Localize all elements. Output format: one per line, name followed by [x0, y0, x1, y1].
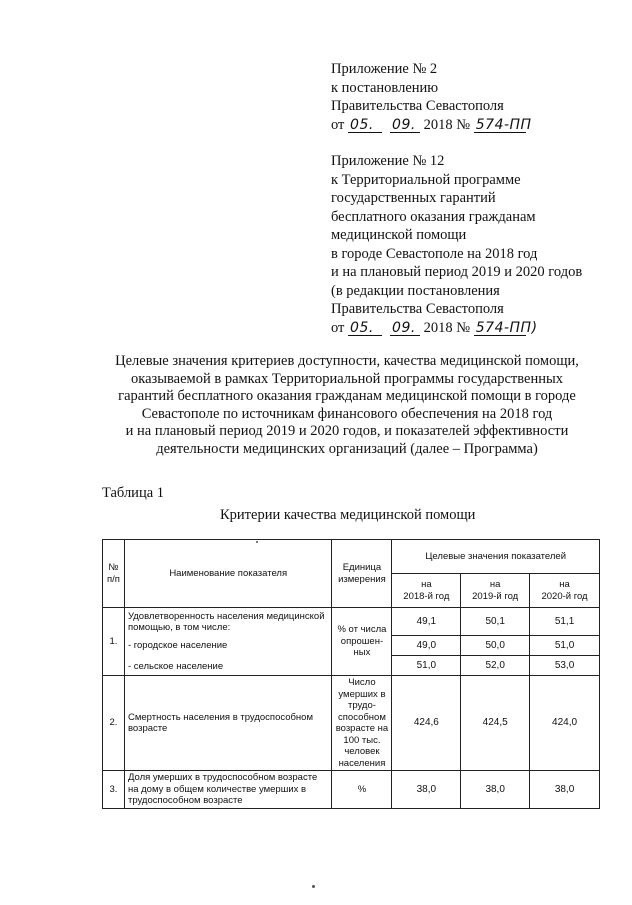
annex2-date-day: 05. [348, 118, 382, 133]
row1-name-main: Удовлетворенность населения медицинской помощью, в том числе: [127, 610, 325, 633]
row3-num: 3. [103, 771, 125, 809]
annex12-block [331, 152, 582, 337]
header-2018: на 2018-й год [392, 574, 461, 608]
criteria-table [102, 539, 600, 809]
annex2-date-year: 2018 № [423, 116, 471, 133]
header-2019: на 2019-й год [461, 574, 530, 608]
header-name: Наименование показателя [124, 540, 332, 608]
row1-name-rural: - сельское население [127, 661, 224, 672]
annex12-date-month: 09. [390, 321, 420, 336]
row1-name-urban: - городское население [127, 639, 228, 651]
row1-total-2018: 49,1 [392, 608, 461, 636]
row1-urban-2020: 51,0 [530, 636, 600, 656]
row2-2019: 424,5 [461, 676, 530, 771]
row3-name: Доля умерших в трудоспособном возрасте на дому в общем количестве умерших в трудоспособном возрасте [124, 771, 332, 809]
row3-2019: 38,0 [461, 771, 530, 809]
row1-rural-2018: 51,0 [392, 656, 461, 676]
header-2020: на 2020-й год [530, 574, 600, 608]
row2-num: 2. [103, 676, 125, 771]
main-title-line: гарантий бесплатного оказания гражданам медицинской помощи в городе [118, 388, 576, 404]
row1-total-2020: 51,1 [530, 608, 600, 636]
row1-name [124, 608, 332, 676]
annex2-line2: к постановлению [331, 79, 439, 96]
annex12-line: (в редакции постановления [331, 282, 500, 299]
annex2-line3: Правительства Севастополя [331, 98, 504, 114]
header-unit: Единица измерения [332, 540, 392, 608]
header-num: № п/п [103, 540, 125, 608]
annex12-line: и на плановый период 2019 и 2020 годов [331, 264, 583, 280]
row1-urban-2018: 49,0 [392, 636, 461, 656]
main-title-line: Севастополе по источникам финансового обеспечения на 2018 год [141, 405, 553, 422]
row2-name: Смертность населения в трудоспособном возрасте [124, 676, 332, 771]
row2-2020: 424,0 [530, 676, 600, 771]
annex12-doc-number: 574-ПП) [475, 319, 538, 336]
main-title-line: и на плановый период 2019 и 2020 годов, и показателей эффективности [125, 423, 569, 439]
annex12-line: к Территориальной программе [331, 171, 521, 188]
main-title-line: оказываемой в рамках Территориальной программы государственных [131, 370, 563, 387]
table-label: Таблица 1 [102, 485, 165, 501]
main-title-line: Целевые значения критериев доступности, качества медицинской помощи, [115, 353, 579, 369]
annex12-line: бесплатного оказания гражданам [331, 208, 536, 225]
row1-rural-2020: 53,0 [530, 656, 600, 676]
annex-header [331, 60, 582, 337]
row2-unit: Число умерших в трудо-способном возрасте на 100 тыс. человек населения [332, 676, 392, 771]
annex2-date-month: 09. [390, 118, 420, 133]
annex12-line: государственных гарантий [331, 190, 496, 206]
row3-2020: 38,0 [530, 771, 600, 809]
annex12-date-line [331, 319, 582, 338]
row1-total-2019: 50,1 [461, 608, 530, 636]
row3-unit: % [332, 771, 392, 809]
row1-num: 1. [103, 608, 125, 676]
row1-rural-2019: 52,0 [461, 656, 530, 676]
annex12-date-day: 05. [348, 321, 382, 336]
annex12-line: Правительства Севастополя [331, 301, 504, 317]
table-title: Критерии качества медицинской помощи [220, 507, 476, 523]
annex12-date-prefix: от [331, 319, 345, 336]
annex12-line: медицинской помощи [331, 227, 467, 243]
main-title [60, 353, 632, 458]
annex12-line: Приложение № 12 [331, 153, 445, 169]
header-targets: Целевые значения показателей [392, 540, 600, 574]
row3-2018: 38,0 [392, 771, 461, 809]
annex2-date-line [331, 116, 582, 135]
main-title-line: деятельности медицинских организаций (далее – Программа) [156, 440, 538, 457]
annex2-date-prefix: от [331, 116, 345, 133]
annex2-line1: Приложение № 2 [331, 61, 438, 77]
scan-mark [312, 885, 315, 888]
annex12-date-year: 2018 № [423, 319, 471, 336]
annex12-line: в городе Севастополе на 2018 год [331, 245, 538, 262]
row1-urban-2019: 50,0 [461, 636, 530, 656]
annex2-doc-number: 574-ПП [475, 116, 532, 133]
row1-unit: % от числа опрошен-ных [332, 608, 392, 676]
row2-2018: 424,6 [392, 676, 461, 771]
